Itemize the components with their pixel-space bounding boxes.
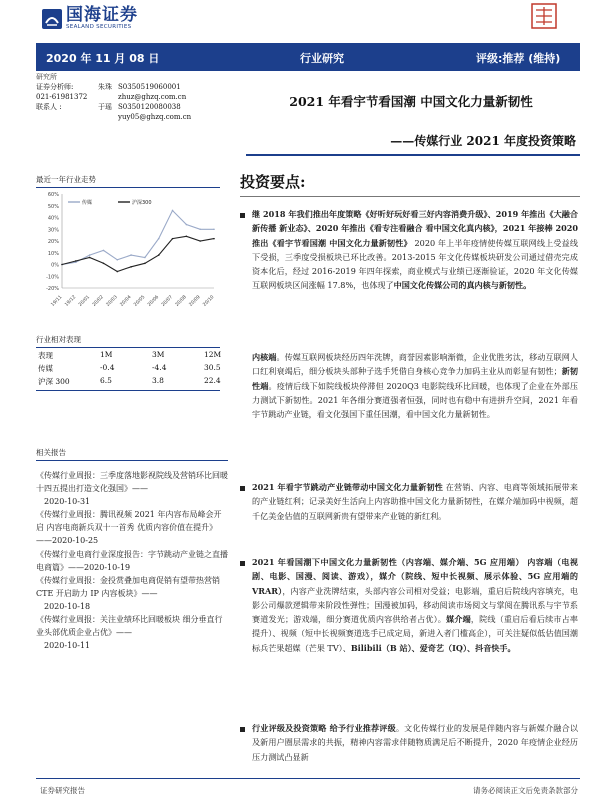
cell-value: -4.4: [152, 363, 167, 372]
relative-performance: [36, 334, 220, 391]
p2-text: 。传媒互联网板块经历四年洗牌，商誉因素影响渐微，企业优胜劣汰，移动互联网人口红利衰竭后，细分板块头部种子选手凭借自身核心竞争力加码主业从而彰显有韧性；: [252, 352, 578, 377]
related-list: [36, 469, 228, 652]
p4-text2: ，院线（重启后看后续市占率提升）、视频（短中长视频赛道选手已成定局，新进入者门槛高企），可关注疑似低估值国潮标兵芒果超媒（芒果 TV）、: [252, 614, 578, 653]
p3-lead: 2021 年看宇节跳动产业链带动中国文化力量新韧性: [252, 482, 444, 492]
performance-header-row: [36, 348, 220, 361]
p4-lead: 2021 年看国潮下中国文化力量新韧性（内容端、媒介端、5G 应用端） 内容端（电视剧、电影、国漫、阅读、游戏），媒介（院线、短中长视频、展示体验、5G 应用端的 VRAR）: [252, 557, 578, 596]
x-tick-label: 20/07: [161, 294, 174, 308]
bullet-icon: [240, 727, 245, 732]
p5-lead: 行业评级及投资策略: [252, 723, 327, 733]
y-tick-label: 0%: [51, 262, 59, 269]
title-rule: [246, 154, 580, 156]
related-item-date: 2020-10-11: [44, 641, 91, 651]
y-tick-label: -20%: [46, 286, 59, 292]
row-label: 传媒: [38, 364, 53, 373]
data-point: [158, 238, 160, 240]
y-tick-label: 50%: [47, 203, 59, 210]
x-tick-label: 20/01: [78, 294, 92, 308]
investment-rule: [240, 196, 580, 197]
bullet-icon: [240, 486, 245, 491]
cell-value: -0.4: [100, 363, 115, 372]
x-tick-label: 20/06: [147, 294, 161, 308]
related-rule: [36, 460, 228, 461]
col-header: 表现: [38, 351, 53, 360]
row-label: 沪深 300: [38, 377, 70, 386]
data-point: [75, 260, 77, 262]
related-item-date: 2020-10-18: [44, 601, 91, 611]
bullet-icon: [240, 213, 245, 218]
p1-lead: 继 2018 年我们推出年度策略《好听好玩好看三好内容消费升级》、2019 年推出《大融合 新传播 新业态》、2020 年推出《看专注看融合 看中国文化真内核》，2021 年接棒 2020 推出《看宇节看国潮 中国文化力量新韧性》: [252, 209, 578, 248]
data-point: [186, 224, 188, 226]
data-point: [172, 210, 174, 212]
data-point: [130, 254, 132, 256]
performance-title: 行业相对表现: [36, 335, 81, 344]
p5-lead-mid: 给予行业推荐评级: [326, 723, 396, 733]
p4-lead2: 媒介端: [446, 614, 471, 625]
p4-text: ，内容产业洗牌结束，头部内容公司相对受益；电影端，重启后院线内容填充，电影公司爆款逻辑带来阶段性弹性；国漫被加码，移动阅读市场阅文与掌阅在腾讯系与宇节系赛道发光；游戏端，细分赛道优质内容供给者占优）。: [252, 585, 578, 625]
y-tick-label: 10%: [47, 250, 59, 257]
data-point: [213, 228, 215, 230]
x-tick-label: 20/02: [91, 294, 105, 308]
paragraph-3: [252, 480, 578, 523]
company-logo: [42, 6, 138, 32]
data-point: [103, 263, 105, 265]
analyst-name: 朱珠: [98, 82, 112, 91]
x-tick-label: 20/09: [188, 294, 202, 308]
p5-text: 。文化传媒行业的发展是伴随内容与新媒介融合以及新用户圈层需求的共振，精神内容需求伴随物质满足后不断提升，2020 年疫情企业经历压力测试凸显新: [252, 723, 578, 762]
paragraph-5: [252, 721, 578, 764]
seal-stamp-icon: [524, 2, 564, 30]
x-tick-label: 20/10: [202, 294, 216, 308]
data-point: [186, 236, 188, 238]
data-point: [116, 259, 118, 261]
data-point: [116, 271, 118, 273]
related-reports: [36, 447, 228, 652]
chart-title: 最近一年行业走势: [36, 175, 96, 184]
cell-value: 30.5: [204, 363, 221, 372]
related-item-date: 2020-10-31: [44, 497, 91, 507]
analyst-role: 证券分析师:: [36, 82, 74, 91]
report-subtitle: ——传媒行业 2021 年度投资策略: [390, 134, 576, 148]
x-tick-label: 20/04: [119, 294, 133, 308]
data-point: [61, 264, 63, 266]
performance-row: [36, 374, 220, 387]
contact-name: 于瑶: [98, 102, 112, 111]
p3-text: 在营销、内容、电商等领域拓展带来的产业链红利；记录美好生活向上内容助推中国文化力量新韧性，在媒介端加码中视频，超千亿美金估值的互联网新贵有望带来产业链的新红利。: [252, 482, 578, 521]
contact-id: S0350120080038: [118, 102, 181, 111]
data-point: [89, 254, 91, 256]
performance-bottom-rule: [36, 390, 220, 391]
report-date: 2020 年 11 月 08 日: [46, 52, 160, 65]
cell-value: 3.8: [152, 376, 164, 385]
y-tick-label: 20%: [47, 239, 59, 245]
y-tick-label: 60%: [47, 192, 59, 198]
footer-disclaimer: 请务必阅读正文后免责条款部分: [473, 786, 578, 795]
analyst-email: zhuz@ghzq.com.cn: [118, 92, 187, 101]
logo-icon: [42, 9, 62, 29]
x-tick-label: 19/12: [64, 294, 78, 308]
p2-text2: 。疫情后线下如院线板块停滞但 2020Q3 电影院线环比回暖，也体现了企业在外部压力测试下新韧性。2021 年各细分赛道强者恒强，同时也有稳中有进拼升空间，2021 年看宇节跳动产业链，看文化强国下重任国潮，看中国文化力量新韧性。: [252, 380, 578, 420]
cell-value: 22.4: [204, 376, 221, 385]
x-tick-label: 19/11: [50, 294, 64, 308]
report-title: 2021 年看宇节看国潮 中国文化力量新韧性: [289, 94, 533, 109]
header-bar: [36, 43, 580, 71]
data-point: [199, 228, 201, 230]
analyst-row: [36, 113, 220, 123]
data-point: [103, 250, 105, 252]
paragraph-2: [252, 350, 578, 421]
trend-chart-svg: [36, 188, 220, 312]
cell-value: 6.5: [100, 376, 112, 385]
report-type: 行业研究: [300, 52, 344, 65]
industry-trend-chart: [36, 174, 220, 316]
analyst-row: [36, 103, 220, 113]
x-tick-label: 20/05: [133, 294, 147, 308]
related-item[interactable]: 《传媒行业周报：关注业绩环比回暖板块 细分垂直行业头部优质企业占优》——: [36, 615, 223, 638]
related-item[interactable]: 《传媒行业周报：腾讯视频 2021 年内容布局峰会开启 内容电商新兵双十一首秀 优质内容价值在提升》——2020-10-25: [36, 510, 222, 546]
p4-tail: Bilibili（B 站）、爱奇艺（IQ）、抖音快手。: [350, 642, 516, 653]
p1-text: 2020 年上半年疫情使传媒互联网线上受益线下受损，三季度受损板块已环比改善。2013-2015 年文化传媒板块研发公司通过借壳完成资本化后，经过 2016-2019 年四年探索，商业模式与业绩已逐渐验证，2020 年文化传媒互联网板块区间涨幅 17.8%，也体现了: [252, 237, 579, 291]
y-tick-label: 40%: [47, 215, 59, 222]
paragraph-1: [252, 207, 578, 293]
p2-lead2: 新韧性端: [252, 366, 578, 391]
analyst-id: S0350519060001: [118, 82, 181, 91]
p1-tail: 中国文化传媒公司的真内核与新韧性。: [393, 280, 532, 291]
data-point: [130, 266, 132, 268]
footer-rule: [36, 778, 580, 779]
analyst-phone: 021-61981372: [36, 92, 88, 101]
analyst-info: [36, 73, 220, 123]
data-point: [144, 263, 146, 265]
legend-label: 沪深300: [132, 200, 152, 206]
col-header: 3M: [152, 350, 165, 359]
industry-rating: 评级:推荐 (维持): [476, 52, 561, 65]
performance-row: [36, 361, 220, 374]
col-header: 1M: [100, 350, 113, 359]
data-point: [158, 254, 160, 256]
data-point: [213, 238, 215, 240]
data-point: [172, 238, 174, 240]
logo-name-cn: 国海证券: [66, 5, 138, 26]
p2-lead: 内核端: [252, 352, 277, 362]
related-item[interactable]: 《传媒行业周报：三季度落地影视院线及营销环比回暖 十四五提出打造文化强国》——: [36, 471, 228, 494]
logo-name-en: SEALAND SECURITIES: [66, 24, 132, 31]
y-tick-label: -10%: [46, 274, 59, 281]
series-line-1: [62, 236, 214, 271]
col-header: 12M: [204, 350, 222, 359]
related-item[interactable]: 《传媒行业周报：金投赏叠加电商促销有望带热营销 CTE 开启助力 IP 内容板块》——: [36, 575, 220, 598]
investment-heading: 投资要点:: [240, 173, 306, 191]
footer-left: 证券研究报告: [40, 786, 85, 795]
data-point: [199, 240, 201, 242]
analyst-row: [36, 83, 220, 93]
related-item[interactable]: 《传媒行业电商行业深度报告：字节跳动产业链之直播电商篇》——2020-10-19: [36, 549, 228, 572]
paragraph-4: [252, 555, 578, 655]
data-point: [144, 257, 146, 259]
y-tick-label: 30%: [47, 227, 59, 234]
bullet-icon: [240, 561, 245, 566]
analyst-heading: 研究所: [36, 73, 57, 81]
contact-email: yuy05@ghzq.com.cn: [118, 112, 192, 121]
analyst-row: [36, 93, 220, 103]
x-tick-label: 20/03: [105, 294, 119, 308]
x-tick-label: 20/08: [174, 294, 188, 308]
related-title: 相关报告: [36, 448, 66, 457]
legend-label: 传媒: [82, 200, 93, 206]
contact-role: 联系人 :: [36, 102, 62, 111]
data-point: [89, 257, 91, 259]
